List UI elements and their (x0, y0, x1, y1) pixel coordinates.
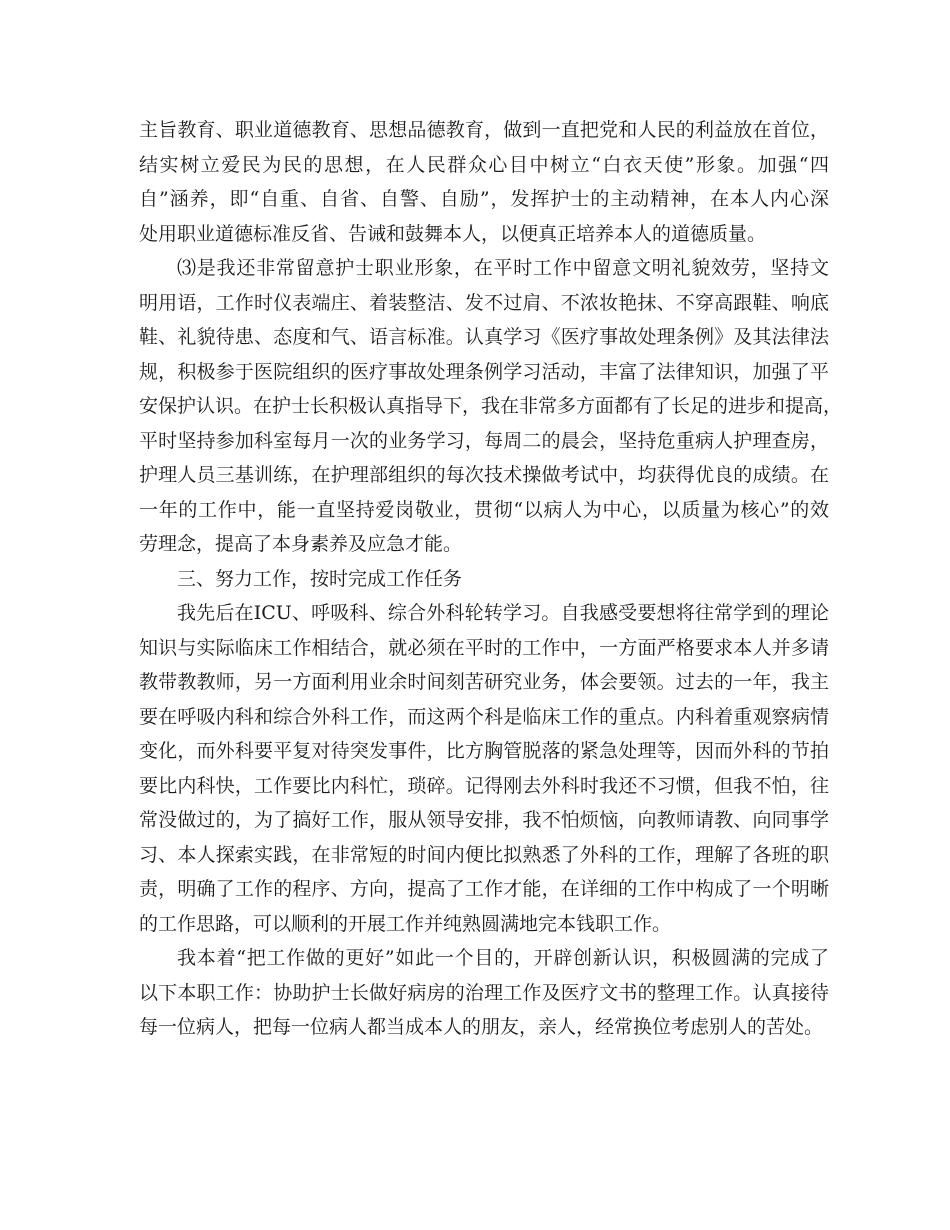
text-line: 要比内科快，工作要比内科忙，琐碎。记得刚去外科时我还不习惯，但我不怕，往 (139, 774, 829, 797)
text-line: 要在呼吸内科和综合外科工作，而这两个科是临床工作的重点。内科着重观察病情 (139, 705, 829, 728)
text-line: 每一位病人，把每一位病人都当成本人的朋友，亲人，经常换位考虑别人的苦处。 (139, 1016, 824, 1038)
text-line: 处用职业道德标准反省、告诫和鼓舞本人，以便真正培养本人的道德质量。 (139, 222, 767, 245)
document-body (139, 113, 843, 1045)
text-line: 规，积极参于医院组织的医疗事故处理条例学习活动，丰富了法律知识，加强了平 (139, 360, 829, 383)
text-line: 自”涵养，即“自重、自省、自警、自励”，发挥护士的主动精神，在本人内心深 (139, 188, 829, 210)
text-line: 习、本人探索实践，在非常短的时间内便比拟熟悉了外科的工作，理解了各班的职 (139, 843, 829, 866)
section-heading (139, 562, 829, 597)
text-line: 三、努力工作，按时完成工作任务 (177, 567, 463, 590)
text-line: 平时坚持参加科室每月一次的业务学习，每周二的晨会，坚持危重病人护理查房， (139, 429, 829, 452)
text-line: 一年的工作中，能一直坚持爱岗敬业，贯彻“以病人为中心，以质量为核心”的效 (139, 498, 829, 521)
paragraph (139, 113, 829, 251)
text-line: 安保护认识。在护士长积极认真指导下，我在非常多方面都有了长足的进步和提高， (139, 395, 843, 417)
text-line: 责，明确了工作的程序、方向，提高了工作才能，在详细的工作中构成了一个明晰 (139, 878, 829, 900)
paragraph (139, 596, 829, 941)
text-line: 知识与实际临床工作相结合，就必须在平时的工作中，一方面严格要求本人并多请 (139, 636, 829, 659)
text-line: 变化，而外科要平复对待突发事件，比方胸管脱落的紧急处理等，因而外科的节拍 (139, 740, 829, 762)
text-line: 鞋、礼貌待患、态度和气、语言标准。认真学习《医疗事故处理条例》及其法律法 (139, 326, 829, 348)
paragraph (139, 941, 829, 1045)
text-line: 主旨教育、职业道德教育、思想品德教育，做到一直把党和人民的利益放在首位， (139, 119, 829, 141)
text-line: 教带教教师，另一方面利用业余时间刻苦研究业务，体会要领。过去的一年，我主 (139, 671, 829, 693)
text-line: ⑶是我还非常留意护士职业形象，在平时工作中留意文明礼貌效劳，坚持文 (177, 257, 829, 279)
text-line: 我本着“把工作做的更好”如此一个目的，开辟创新认识，积极圆满的完成了 (177, 947, 829, 969)
text-line: 以下本职工作：协助护士长做好病房的治理工作及医疗文书的整理工作。认真接待 (139, 981, 829, 1004)
paragraph (139, 251, 843, 562)
text-line: 劳理念，提高了本身素养及应急才能。 (139, 533, 463, 555)
text-line: 结实树立爱民为民的思想，在人民群众心目中树立“白衣天使”形象。加强“四 (139, 153, 829, 176)
text-line: 常没做过的，为了搞好工作，服从领导安排，我不怕烦恼，向教师请教、向同事学 (139, 809, 829, 831)
text-line: 明用语，工作时仪表端庄、着装整洁、发不过肩、不浓妆艳抹、不穿高跟鞋、响底 (139, 291, 829, 314)
text-line: 护理人员三基训练，在护理部组织的每次技术操做考试中，均获得优良的成绩。在 (139, 464, 829, 486)
text-line: 我先后在ICU、呼吸科、综合外科轮转学习。自我感受要想将往常学到的理论 (177, 602, 829, 624)
text-line: 的工作思路，可以顺利的开展工作并纯熟圆满地完本钱职工作。 (139, 912, 672, 935)
